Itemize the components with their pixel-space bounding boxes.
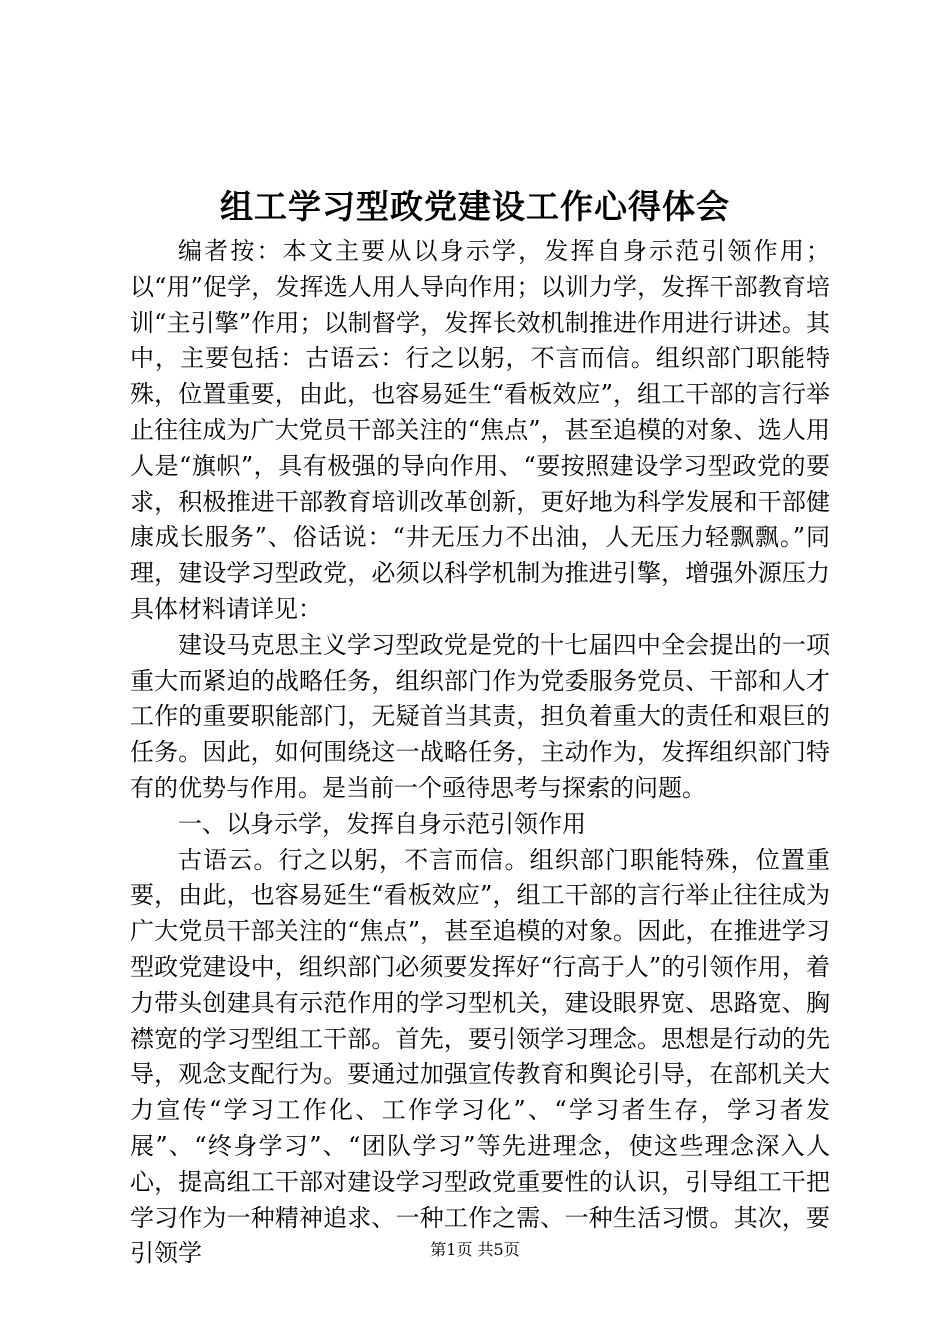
- intro-paragraph: 建设马克思主义学习型政党是党的十七届四中全会提出的一项重大而紧迫的战略任务，组织部门作为党委服务党员、干部和人才工作的重要职能部门，无疑首当其责，担负着重大的责任和艰巨的任务。因此，如何围绕这一战略任务，主动作为，发挥组织部门特有的优势与作用。是当前一个亟待思考与探索的问题。: [130, 630, 830, 802]
- document-body: [130, 234, 830, 1272]
- editor-note-paragraph: 编者按：本文主要从以身示学，发挥自身示范引领作用；以“用”促学，发挥选人用人导向作用；以训力学，发挥干部教育培训“主引擎”作用；以制督学，发挥长效机制推进作用进行讲述。其中，主要包括：古语云：行之以躬，不言而信。组织部门职能特殊，位置重要，由此，也容易延生“看板效应”，组工干部的言行举止往往成为广大党员干部关注的“焦点”，甚至追模的对象、选人用人是“旗帜”，具有极强的导向作用、“要按照建设学习型政党的要求，积极推进干部教育培训改革创新，更好地为科学发展和干部健康成长服务”、俗话说：“井无压力不出油，人无压力轻飘飘。”同理，建设学习型政党，必须以科学机制为推进引擎，增强外源压力具体材料请详见：: [130, 237, 830, 623]
- section-heading-1: 一、以身示学，发挥自身示范引领作用: [178, 809, 586, 838]
- page-number-footer: 第1页 共5页: [430, 1240, 520, 1259]
- document-title: 组工学习型政党建设工作心得体会: [220, 187, 730, 226]
- section-1-paragraph: 古语云。行之以躬，不言而信。组织部门职能特殊，位置重要，由此，也容易延生“看板效应”，组工干部的言行举止往往成为广大党员干部关注的“焦点”，甚至追模的对象。因此，在推进学习型政党建设中，组织部门必须要发挥好“行高于人”的引领作用，着力带头创建具有示范作用的学习型机关，建设眼界宽、思路宽、胸襟宽的学习型组工干部。首先，要引领学习理念。思想是行动的先导，观念支配行为。要通过加强宣传教育和舆论引导，在部机关大力宣传“学习工作化、工作学习化”、“学习者生存，学习者发展”、“终身学习”、“团队学习”等先进理念，使这些理念深入人心，提高组工干部对建设学习型政党重要性的认识，引导组工干把学习作为一种精神追求、一种工作之需、一种生活习惯。其次，要引领学: [130, 845, 830, 1268]
